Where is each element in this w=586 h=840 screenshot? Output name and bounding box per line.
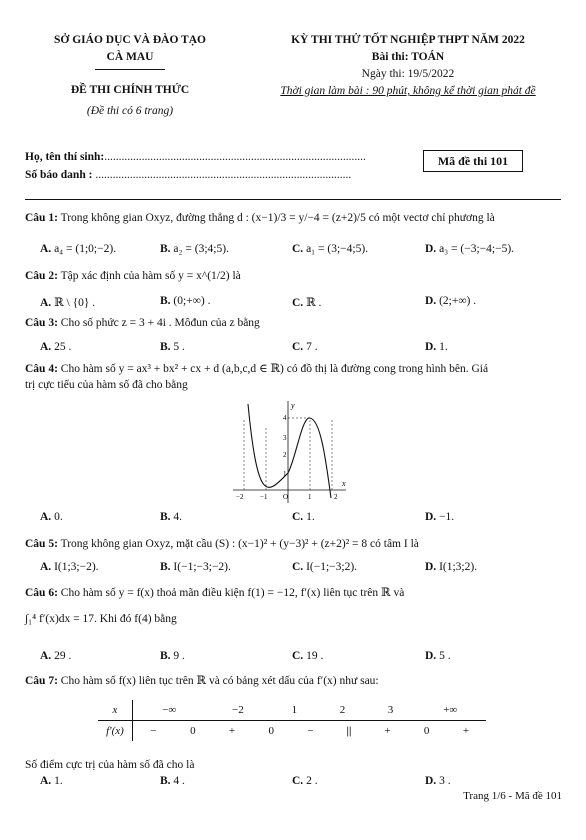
sign-value: + [228,725,236,737]
answer-option: C. a₁ = (3;−4;5). [292,243,369,255]
question-4: Câu 4: Cho hàm số y = ax³ + bx² + cx + d (a,b,c,d ∈ ℝ) có đồ thị là đường cong trong hình bên. Giá trị cực tiểu của hàm số đã cho bằng [25,363,489,391]
sign-value: − [150,725,157,737]
id-dots: ......................................................................................... [95,169,352,181]
sign-value: − [307,725,314,737]
answer-option: D. a₃ = (−3;−4;−5). [425,243,515,255]
answer-option: C. 2 . [292,775,318,787]
answer-option: C. I(−1;−3;2). [292,561,358,573]
question-5: Câu 5: Trong không gian Oxyz, mặt cầu (S) : (x−1)² + (y−3)² + (z+2)² = 8 có tâm I là [25,538,419,550]
x-value: −∞ [162,704,177,716]
id-label: Số báo danh : [25,169,93,181]
exam-title: KỲ THI THỬ TỐT NGHIỆP THPT NĂM 2022 [291,34,525,46]
name-dots: ........................................................................................... [104,151,366,163]
answer-option: B. 4. [160,511,183,523]
official-label: ĐỀ THI CHÍNH THỨC [70,84,190,96]
y-tick: 4 [283,414,287,422]
page-count: (Đề thi có 6 trang) [86,105,174,117]
x-value: 3 [387,704,394,716]
answer-option: C. ℝ . [292,297,322,309]
sign-table [98,700,486,741]
question-7-prompt: Số điểm cực trị của hàm số đã cho là [25,759,195,771]
sign-value: 0 [423,725,430,737]
sign-value: || [346,725,352,737]
answer-option: C. 7 . [292,341,318,353]
answer-option: C. 19 . [292,650,324,662]
x-value: 2 [339,704,346,716]
answer-option: A. ℝ \ {0} . [40,297,96,309]
answer-option: D. 5 . [425,650,451,662]
answer-option: D. 3 . [425,775,451,787]
sign-table-x-label: x [98,700,133,721]
answer-option: C. 1. [292,511,315,523]
answer-option: A. 25 . [40,341,72,353]
question-7: Câu 7: Cho hàm số f(x) liên tục trên ℝ và có bảng xét dấu của f′(x) như sau: [25,675,379,687]
x-label: x [342,479,346,488]
x-tick: 2 [334,493,338,501]
header-left [20,32,240,120]
y-tick: 3 [283,434,287,442]
answer-option: A. a₄ = (1;0;−2). [40,243,117,255]
sign-value: + [462,725,470,737]
answer-option: D. I(1;3;2). [425,561,478,573]
subject: Bài thi: TOÁN [371,51,445,63]
divider [95,69,165,70]
answer-option: B. I(−1;−3;−2). [160,561,231,573]
x-value: +∞ [443,704,458,716]
answer-option: A. I(1;3;−2). [40,561,99,573]
answer-option: A. 1. [40,775,63,787]
name-label: Họ, tên thí sinh: [25,151,105,163]
exam-date: Ngày thi: 19/5/2022 [361,68,455,80]
sign-value: 0 [268,725,274,737]
sign-table-fprime-label: f′(x) [98,721,133,741]
y-tick: 1 [283,470,287,478]
question-3: Câu 3: Cho số phức z = 3 + 4i . Môđun của z bằng [25,317,260,329]
answer-option: B. 5 . [160,341,185,353]
answer-option: B. a₂ = (3;4;5). [160,243,229,255]
sign-value: + [384,725,391,737]
x-tick: −2 [236,493,244,501]
answer-option: D. −1. [425,511,455,523]
divider [25,199,561,200]
answer-option: D. (2;+∞) . [425,295,477,307]
answer-option: B. 9 . [160,650,185,662]
exam-time: Thời gian làm bài : 90 phút, không kể thời gian phát đề [280,85,536,97]
y-tick: 2 [283,451,287,459]
x-value: −2 [232,704,244,716]
origin: O [283,493,289,501]
answer-option: A. 0. [40,511,63,523]
org-province: CÀ MAU [106,51,154,63]
org-name: SỞ GIÁO DỤC VÀ ĐÀO TẠO [54,34,206,46]
question-1: Câu 1: Trong không gian Oxyz, đường thẳng d : (x−1)/3 = y/−4 = (z+2)/5 có một vectơ chỉ phương là [25,212,495,224]
x-tick: 1 [308,493,312,501]
y-label: y [291,401,295,410]
answer-option: A. 29 . [40,650,72,662]
candidate-info [25,148,366,184]
answer-option: B. 4 . [160,775,185,787]
header-right [250,32,566,100]
answer-option: D. 1. [425,341,448,353]
question-6: Câu 6: Cho hàm số y = f(x) thoả mãn điều kiện f(1) = −12, f′(x) liên tục trên ℝ và ∫₁⁴ f′(x)dx = 17. Khi đó f(4) bằng [25,587,405,625]
question-2: Câu 2: Tập xác định của hàm số y = x^(1/2) là [25,270,241,282]
exam-code: Mã đề thi 101 [423,150,523,172]
answer-option: B. (0;+∞) . [160,295,211,307]
x-tick: −1 [260,493,268,501]
x-value: 1 [291,704,298,716]
cubic-graph [228,398,353,506]
page-footer: Trang 1/6 - Mã đề 101 [463,790,562,802]
sign-value: 0 [190,725,196,737]
